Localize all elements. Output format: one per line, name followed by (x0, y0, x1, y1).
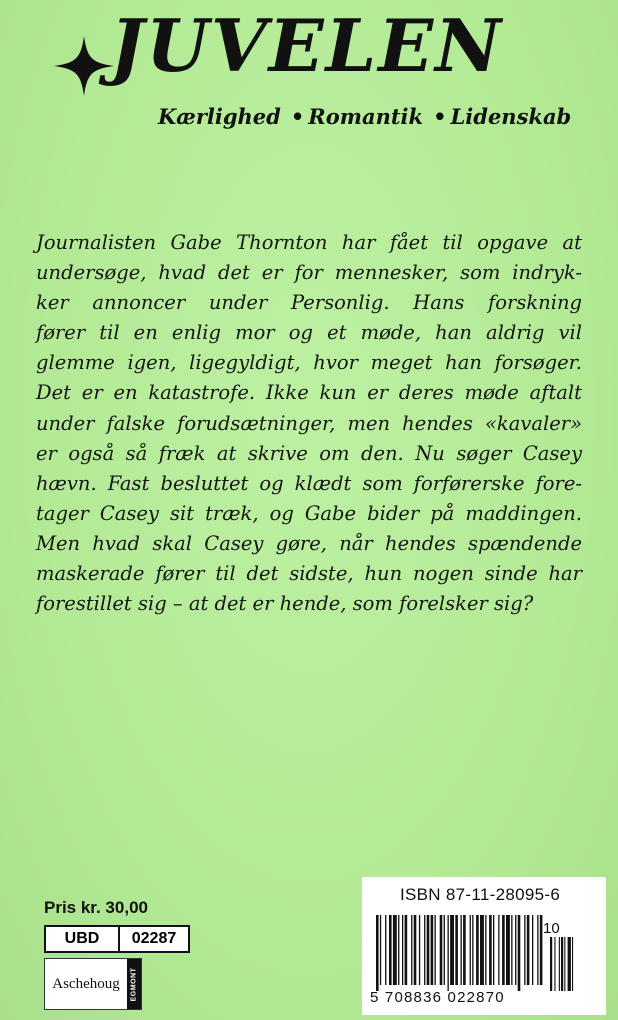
barcode-bar (489, 915, 492, 985)
four-point-star-icon (52, 34, 116, 98)
barcode-bar (444, 915, 445, 985)
addon-bar (561, 937, 563, 991)
barcode-bar (402, 915, 403, 985)
barcode-panel (362, 877, 606, 1015)
blurb-line: undersøge, hvad det er for mennesker, som indryk- (36, 261, 582, 285)
isbn-number: ISBN 87-11-28095-6 (400, 885, 561, 904)
barcode-bar (389, 915, 392, 985)
ean-digits: 5 708836 022870 (370, 989, 505, 1006)
barcode-bar (440, 915, 443, 985)
barcode-bar (506, 915, 510, 985)
barcode-bar (450, 915, 454, 985)
tagline-item: Lidenskab (450, 104, 572, 129)
barcode-bar (461, 915, 462, 985)
barcode-bar (427, 915, 430, 985)
barcode-bar (385, 915, 386, 985)
barcode-bar (485, 915, 486, 985)
barcode-bar (480, 915, 484, 985)
barcode-bar (472, 915, 473, 985)
barcode-bar (411, 915, 412, 985)
barcode-bar (393, 915, 397, 985)
ubd-number: 02287 (131, 930, 177, 947)
barcode-bar (380, 915, 381, 985)
tagline-separator: • (433, 104, 447, 129)
tagline-separator: • (290, 104, 305, 129)
publisher-name: Aschehoug (52, 975, 120, 992)
barcode-bar (448, 915, 449, 991)
imprint-strip (127, 959, 141, 1009)
series-tagline (158, 104, 571, 129)
blurb-line: forestillet sig – at det er hende, som forelsker sig? (36, 592, 534, 616)
barcode-bar (431, 915, 434, 985)
blurb-line: maskerade fører til det sidste, hun nogen sinde har (36, 562, 582, 586)
barcode-bar (463, 915, 466, 985)
addon-bar (554, 937, 555, 991)
blurb-line: ker annoncer under Personlig. Hans forskning (36, 291, 582, 315)
barcode-bar (398, 915, 399, 985)
blurb-line: fører til en enlig mor og et møde, han aldrig vil (36, 321, 582, 345)
addon-bar (559, 937, 560, 991)
barcode-bar (493, 915, 494, 985)
barcode-bar (527, 915, 530, 985)
barcode-bar (511, 915, 512, 985)
blurb-line: tager Casey sit træk, og Gabe bider på maddingen. (36, 501, 582, 525)
barcode-bar (424, 915, 425, 985)
barcode-bar (435, 915, 436, 985)
barcode-bar (455, 915, 458, 985)
blurb-line: Men hvad skal Casey gøre, når hendes spændende (36, 531, 582, 555)
blurb-line: er også så fræk at skrive om den. Nu søger Casey (36, 441, 582, 465)
barcode-bar (470, 915, 471, 985)
barcode-bar (502, 915, 505, 985)
tagline-item: Romantik (308, 104, 424, 129)
ubd-code-box (44, 925, 190, 953)
addon-code: 10 (543, 920, 560, 937)
barcode-bar (419, 915, 420, 985)
addon-bar (564, 937, 565, 991)
imprint-name: EGMONT (130, 967, 138, 1001)
blurb-line: Det er en katastrofe. Ikke kun er deres møde aftalt (36, 381, 582, 405)
publisher-logo (44, 958, 142, 1010)
blurb-line: Journalisten Gabe Thornton har fået til opgave at (36, 231, 582, 254)
book-blurb (36, 228, 582, 619)
barcode-bar (532, 915, 533, 985)
blurb-line: hævn. Fast besluttet og klædt som forførerske fore- (36, 471, 582, 495)
barcode-bar (518, 915, 521, 991)
price-label: Pris kr. 30,00 (44, 898, 148, 917)
barcode-bar (524, 915, 525, 985)
barcode-bar (414, 915, 417, 985)
blurb-line: under falske forudsætninger, men hendes «kavaler» (36, 411, 582, 435)
addon-bar (568, 937, 571, 991)
barcode-bar (405, 915, 408, 985)
barcode-bar (376, 915, 379, 991)
addon-bar (550, 937, 552, 991)
barcode-bar (515, 915, 516, 985)
barcode-bar (476, 915, 479, 985)
blurb-line: glemme igen, ligegyldigt, hvor meget han forsøger. (36, 351, 582, 375)
barcode-bar (540, 915, 543, 985)
ubd-label: UBD (46, 927, 120, 951)
addon-bar (572, 937, 573, 991)
series-title: JUVELEN (110, 3, 503, 88)
barcode-bar (498, 915, 499, 985)
barcode-bar (537, 915, 538, 985)
tagline-item: Kærlighed (158, 104, 281, 129)
